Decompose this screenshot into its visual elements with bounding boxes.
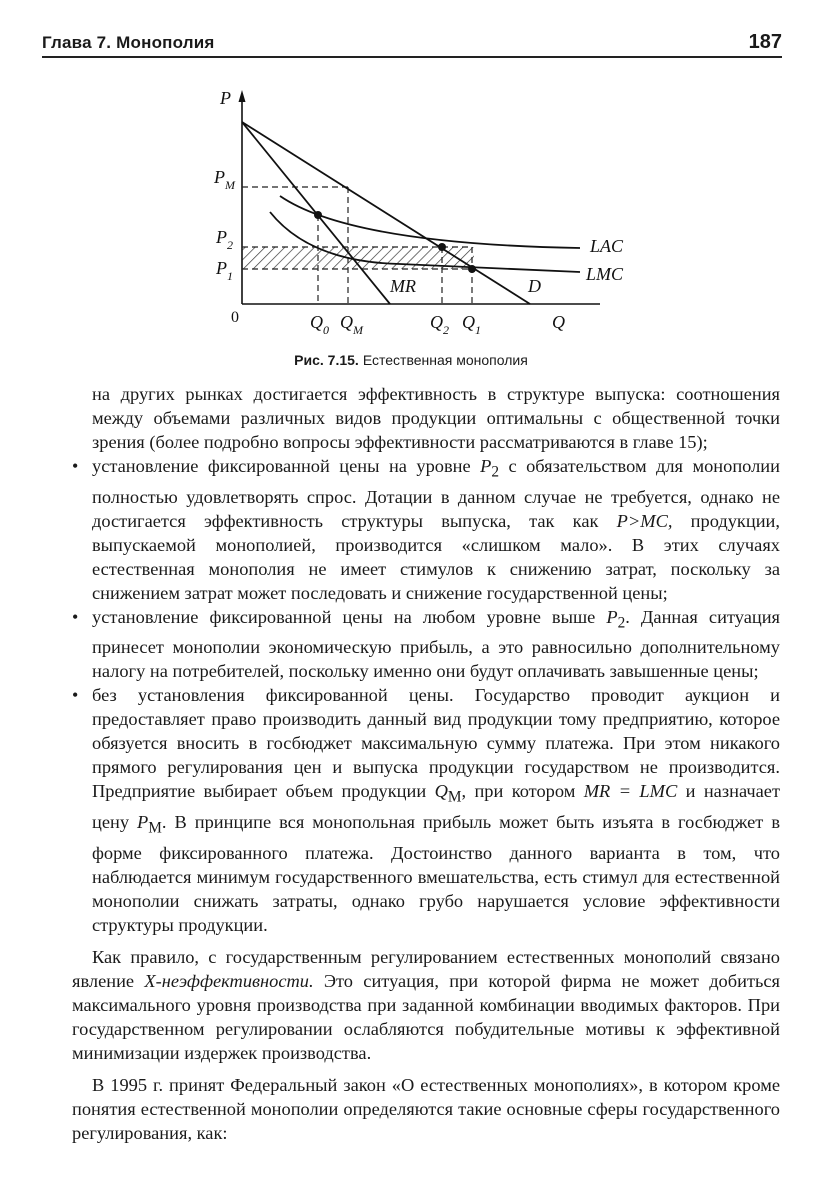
q1-label: $Q_1$ [462, 312, 481, 337]
mr-lmc-point [314, 211, 322, 219]
origin-label: 0 [231, 309, 239, 326]
chapter-title: Глава 7. Монополия [42, 33, 215, 52]
d-label: D [528, 276, 541, 296]
lac-label: LAC [590, 236, 624, 256]
lmc-label: LMC [586, 264, 624, 284]
q2-label: $Q_2$ [430, 312, 449, 337]
y-axis-label: P [220, 88, 231, 108]
p2-label: $P_2$ [216, 227, 233, 252]
figure-number: Рис. 7.15. [294, 352, 359, 368]
d-lac-point [438, 243, 446, 251]
mr-label: MR [390, 276, 416, 296]
paragraph: В 1995 г. принят Федеральный закон «О естественных монополиях», в котором кроме понятия естественной монополии определяются такие основные сферы государственного регулирования, как: [72, 1074, 780, 1143]
paragraph-continuation: на других рынках достигается эффективность в структуре выпуска: соотношения между объемами различных видов продукции оптимальны с общественной точки зрения (более подробно вопросы эффективности рассматриваются в главе 15); [92, 384, 780, 452]
p1-label: $P_1$ [216, 258, 233, 283]
q0-label: $Q_0$ [310, 312, 329, 337]
x-axis-label: Q [552, 312, 565, 332]
natural-monopoly-figure [200, 84, 640, 346]
list-item: • без установления фиксированной цены. Государство проводит аукцион и предоставляет право производить данный вид продукции тому предприятию, которое обязуется вносить в госбюджет максимальную сумму платежа. При этом никакого прямого регулирования цен и выпуска продукции государством не производится. Предприятие выбирает объем продукции $Q_M$, при котором MR = LMC и назначает цену $P_M$. В принципе вся монопольная прибыль может быть изъята в госбюджет в форме фиксированного платежа. Достоинство данного варианта в том, что наблюдается минимум государственного вмешательства, есть стимул для естественной монополии снижать затраты, однако грубо нарушается условие эффективности структуры продукции. [72, 683, 780, 936]
figure-caption-text: Естественная монополия [362, 352, 528, 368]
list-item: • установление фиксированной цены на любом уровне выше $P_2$. Данная ситуация принесет монополии экономическую прибыль, а это равносильно дополнительному налогу на потребителей, поскольку именно они будут оплачивать завышенные цены; [72, 605, 780, 684]
page-header [42, 30, 782, 58]
paragraph: Как правило, с государственным регулированием естественных монополий связано явление Х-неэффективности. Это ситуация, при которой фирма не может добиться максимального уровня производства при заданной комбинации вводимых факторов. При государственном регулировании ослабляются побудительные мотивы к эффективной минимизации издержек производства. [72, 946, 780, 1063]
y-axis-arrow [239, 90, 246, 102]
figure-caption [0, 352, 822, 368]
list-item: • установление фиксированной цены на уровне $P_2$ с обязательством для монополии полностью удовлетворять спрос. Дотации в данном случае не требуется, однако не достигается эффективность структуры выпуска, так как P>MC, продукции, выпускаемой монополией, производится «слишком мало». В этих случаях естественная монополия не имеет стимулов к снижению затрат, поскольку за снижением затрат может последовать и снижение государственной цены; [72, 454, 780, 605]
qm-label: $Q_M$ [340, 312, 363, 337]
d-lmc-point [468, 265, 476, 273]
pm-label: $P_M$ [214, 167, 235, 192]
body-text [72, 382, 780, 1145]
demand-curve [242, 122, 530, 304]
figure-svg [200, 84, 640, 346]
page-number: 187 [748, 31, 782, 53]
